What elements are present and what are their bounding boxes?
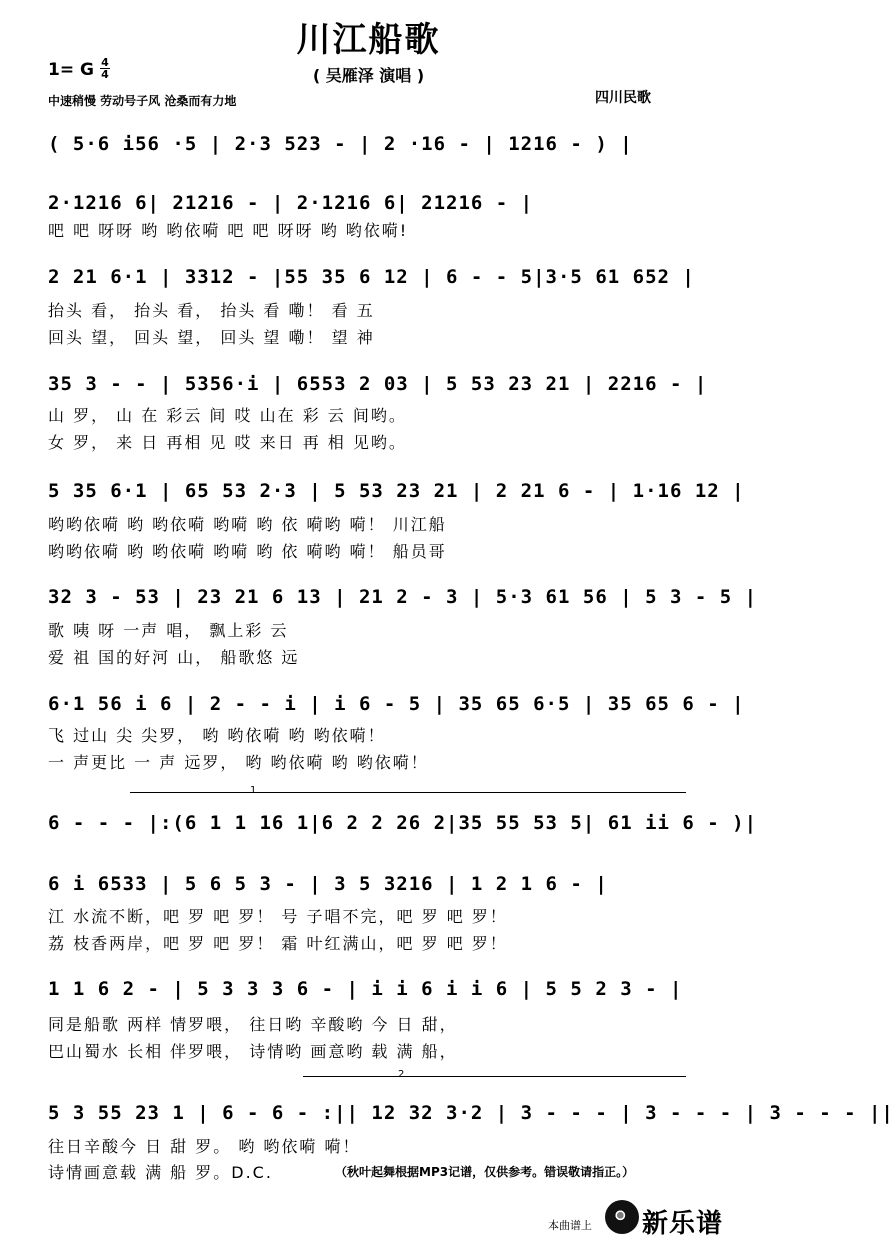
lyric-line: 巴山蜀水 长相 伴罗喂， 诗情哟 画意哟 载 满 船， (48, 1042, 458, 1061)
lyric-line: 往日辛酸今 日 甜 罗。 哟 哟依嗬 嗬！ (48, 1137, 361, 1156)
song-origin: 四川民歌 (595, 90, 651, 106)
lyric-line: 爱 祖 国的好河 山， 船歌悠 远 (48, 648, 300, 667)
lyric-line: 荔 枝香两岸，吧 罗 吧 罗！ 霜 叶红满山，吧 罗 吧 罗！ (48, 934, 508, 953)
vinyl-record-icon (605, 1200, 639, 1234)
transcription-note: （秋叶起舞根据MP3记谱，仅供参考。错误敬请指正。） (335, 1165, 635, 1179)
time-signature-top: 4 (101, 56, 109, 69)
footer-prefix: 本曲谱上 (548, 1219, 592, 1232)
time-signature-bottom: 4 (101, 68, 109, 81)
brand-logo: 新乐谱 (642, 1209, 724, 1239)
notation-line: 5 35 6·1 | 65 53 2·3 | 5 53 23 21 | 2 21 6 - | 1·16 12 | (48, 480, 745, 502)
singer-credit: ( 吴雁泽 演唱 ) (312, 66, 425, 85)
lyric-line: 一 声更比 一 声 远罗， 哟 哟依嗬 哟 哟依嗬！ (48, 753, 429, 772)
lyric-line: 抬头 看， 抬头 看， 抬头 看 嘞！ 看 五 (48, 301, 375, 320)
volta-number: 2 (398, 1069, 405, 1080)
notation-line: 35 3 - - | 5356·i | 6553 2 03 | 5 53 23 21 | 2216 - | (48, 373, 708, 395)
lyric-line: 歌 咦 呀 一声 唱， 飘上彩 云 (48, 621, 289, 640)
lyric-line: 同是船歌 两样 情罗喂， 往日哟 辛酸哟 今 日 甜， (48, 1015, 458, 1034)
lyric-line: 哟哟依嗬 哟 哟依嗬 哟嗬 哟 依 嗬哟 嗬！ 船员哥 (48, 542, 447, 561)
notation-line: 6·1 56 i 6 | 2 - - i | i 6 - 5 | 35 65 6·5 | 35 65 6 - | (48, 693, 745, 715)
lyric-line: 吧 吧 呀呀 哟 哟依嗬 吧 吧 呀呀 哟 哟依嗬! (48, 221, 409, 240)
volta-bracket (303, 1069, 686, 1080)
lyric-line: 飞 过山 尖 尖罗， 哟 哟依嗬 哟 哟依嗬！ (48, 726, 386, 745)
lyric-line: 山 罗， 山 在 彩云 间 哎 山在 彩 云 间哟。 (48, 406, 407, 425)
notation-line: ( 5·6 i56 ·5 | 2·3 523 - | 2 ·16 - | 1216 - ) | (48, 133, 633, 155)
notation-line: 6 - - - |:(6 1 1 16 1|6 2 2 26 2|35 55 53 5| 61 ii 6 - )| (48, 812, 758, 834)
volta-number: 1 (250, 785, 257, 796)
notation-line: 1 1 6 2 - | 5 3 3 3 6 - | i i 6 i i 6 | 5 5 2 3 - | (48, 978, 683, 1000)
notation-line: 5 3 55 23 1 | 6 - 6 - :|| 12 32 3·2 | 3 - - - | 3 - - - | 3 - - - || (48, 1102, 894, 1124)
lyric-line: 江 水流不断，吧 罗 吧 罗！ 号 子唱不完，吧 罗 吧 罗！ (48, 907, 508, 926)
lyric-line: 诗情画意载 满 船 罗。D.C. (48, 1163, 273, 1182)
notation-line: 6 i 6533 | 5 6 5 3 - | 3 5 3216 | 1 2 1 6 - | (48, 873, 608, 895)
lyric-line: 女 罗， 来 日 再相 见 哎 来日 再 相 见哟。 (48, 433, 407, 452)
song-title: 川江船歌 (296, 20, 441, 60)
notation-line: 32 3 - 53 | 23 21 6 13 | 21 2 - 3 | 5·3 61 56 | 5 3 - 5 | (48, 586, 758, 608)
lyric-line: 哟哟依嗬 哟 哟依嗬 哟嗬 哟 依 嗬哟 嗬！ 川江船 (48, 515, 447, 534)
tempo-marking: 中速稍慢 劳动号子风 沧桑而有力地 (48, 94, 237, 108)
key-signature: 1= G (48, 60, 94, 80)
notation-line: 2 21 6·1 | 3312 - |55 35 6 12 | 6 - - 5|3·5 61 652 | (48, 266, 695, 288)
volta-bracket (130, 785, 686, 796)
lyric-line: 回头 望， 回头 望， 回头 望 嘞！ 望 神 (48, 328, 375, 347)
notation-line: 2·1216 6| 21216 - | 2·1216 6| 21216 - | (48, 192, 534, 214)
